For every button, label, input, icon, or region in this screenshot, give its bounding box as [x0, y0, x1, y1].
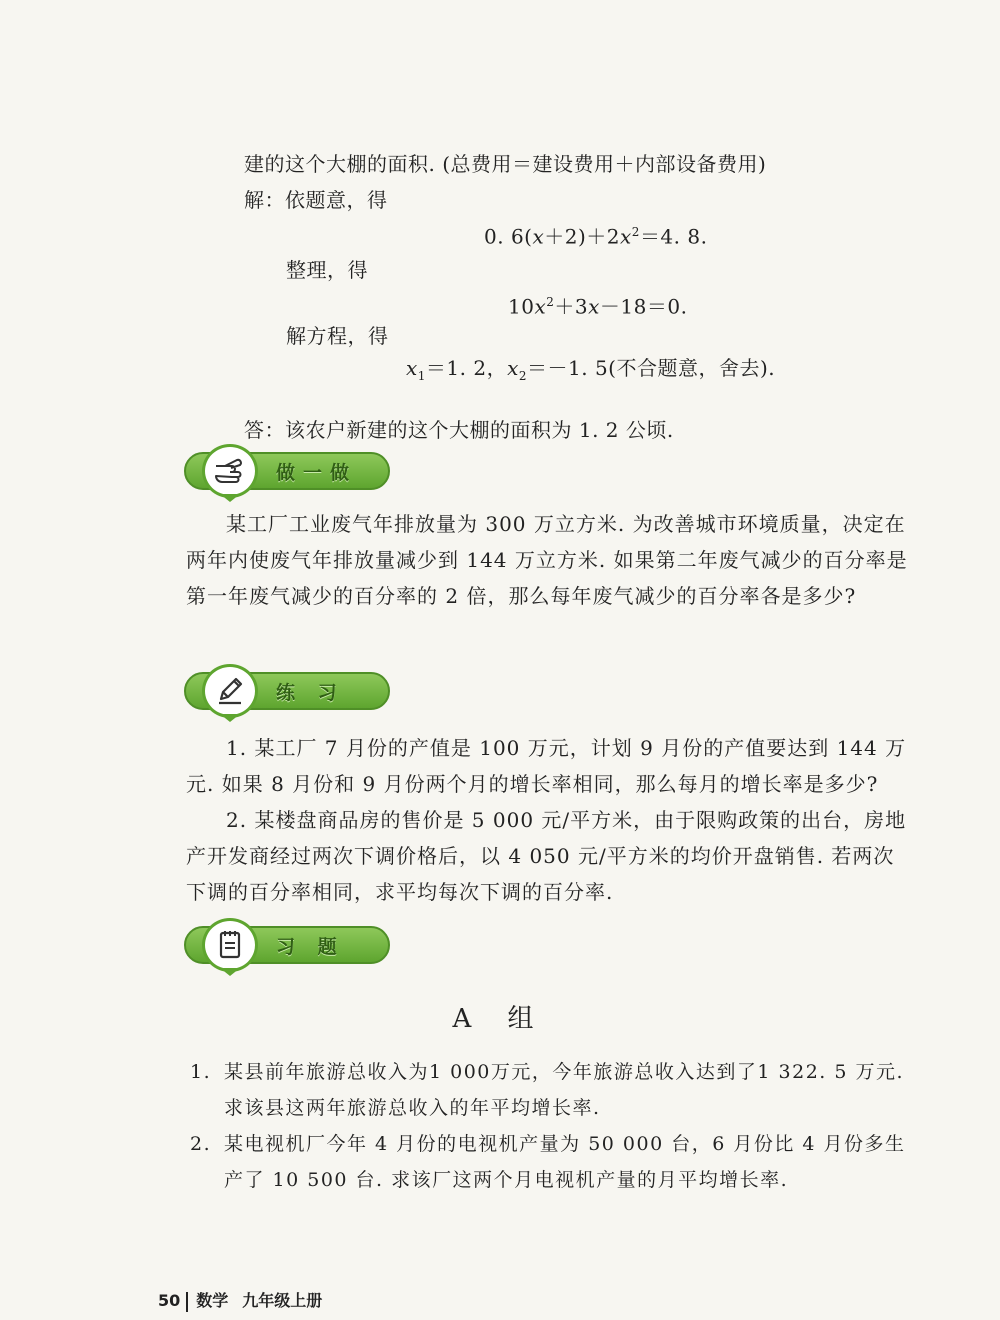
equation-1	[484, 218, 707, 251]
solve-label: 解方程，得	[286, 324, 389, 348]
exercise-number: 2.	[190, 1133, 212, 1155]
exercise-item	[190, 1054, 920, 1126]
footer-divider	[186, 1292, 188, 1312]
exercise-text: 某县前年旅游总收入为1 000万元，今年旅游总收入达到了1 322. 5 万元. 求该县这两年旅游总收入的年平均增长率.	[224, 1061, 905, 1119]
eq2-var: x	[588, 294, 600, 319]
eq1-part: ＋2)＋2	[544, 224, 621, 249]
eq2-part: －18＝0.	[599, 294, 688, 319]
eq2-var: x	[534, 294, 547, 319]
practice-item: 1. 某工厂 7 月份的产值是 100 万元，计划 9 月份的产值要达到 144 万元. 如果 8 月份和 9 月份两个月的增长率相同，那么每月的增长率是多少?	[186, 736, 907, 796]
eq1-var: x	[532, 224, 545, 249]
try-it-problem: 某工厂工业废气年排放量为 300 万立方米. 为改善城市环境质量，决定在两年内使废气年排放量减少到 144 万立方米. 如果第二年废气减少的百分率是第一年废气减少的百分率的 2 倍，那么每年废气减少的百分率各是多少?	[186, 512, 908, 608]
exercise-number: 1.	[190, 1061, 212, 1083]
eq3-var: x	[507, 356, 519, 380]
solution-intro: 解：依题意，得	[244, 188, 388, 212]
eq1-part: 0. 6(	[484, 224, 533, 249]
eq3-subscript: 1	[417, 369, 426, 383]
banner-pointer	[220, 968, 240, 976]
practice-banner	[184, 664, 394, 718]
subject-label: 数学	[196, 1291, 229, 1310]
practice-item: 2. 某楼盘商品房的售价是 5 000 元/平方米，由于限购政策的出台，房地产开发商经过两次下调价格后，以 4 050 元/平方米的均价开盘销售. 若两次下调的百分率相同，求平均每次下调的百分率.	[186, 808, 907, 904]
equation-2	[508, 288, 687, 321]
pencil-icon	[202, 664, 258, 718]
eq3-subscript: 2	[518, 369, 528, 383]
notebook-icon	[202, 918, 258, 972]
equation-3	[406, 354, 775, 390]
exercise-text: 某电视机厂今年 4 月份的电视机产量为 50 000 台，6 月份比 4 月份多生产了 10 500 台. 求该厂这两个月电视机产量的月平均增长率.	[224, 1133, 906, 1191]
eq2-part: ＋3	[554, 294, 589, 319]
page-number: 50	[158, 1291, 181, 1310]
hand-pointing-icon	[202, 444, 258, 498]
banner-pointer	[220, 494, 240, 502]
eq2-part: 10	[508, 294, 535, 319]
eq1-part: ＝4. 8.	[639, 224, 708, 249]
eq1-exponent: 2	[631, 225, 640, 239]
practice-list	[186, 730, 910, 910]
exercise-label: 习 题	[276, 936, 345, 958]
eq3-part: ＝1. 2，	[425, 356, 508, 380]
book-label: 九年级上册	[242, 1291, 323, 1310]
eq3-part: ＝－1. 5(不合题意，舍去).	[527, 356, 776, 380]
try-it-label: 做一做	[276, 462, 358, 484]
solution-answer: 答：该农户新建的这个大棚的面积为 1. 2 公顷.	[244, 418, 674, 442]
eq2-exponent: 2	[546, 295, 555, 309]
page-footer	[158, 1288, 322, 1312]
rearrange-label: 整理，得	[286, 258, 368, 282]
try-it-banner	[184, 444, 394, 498]
eq3-var: x	[406, 356, 418, 380]
practice-label: 练 习	[276, 682, 345, 704]
group-title: A 组	[452, 1004, 548, 1034]
banner-pointer	[220, 714, 240, 722]
problem-continuation: 建的这个大棚的面积. (总费用＝建设费用＋内部设备费用)	[244, 152, 767, 176]
exercise-banner	[184, 918, 394, 972]
exercise-item	[190, 1126, 920, 1198]
eq1-var: x	[620, 224, 632, 249]
